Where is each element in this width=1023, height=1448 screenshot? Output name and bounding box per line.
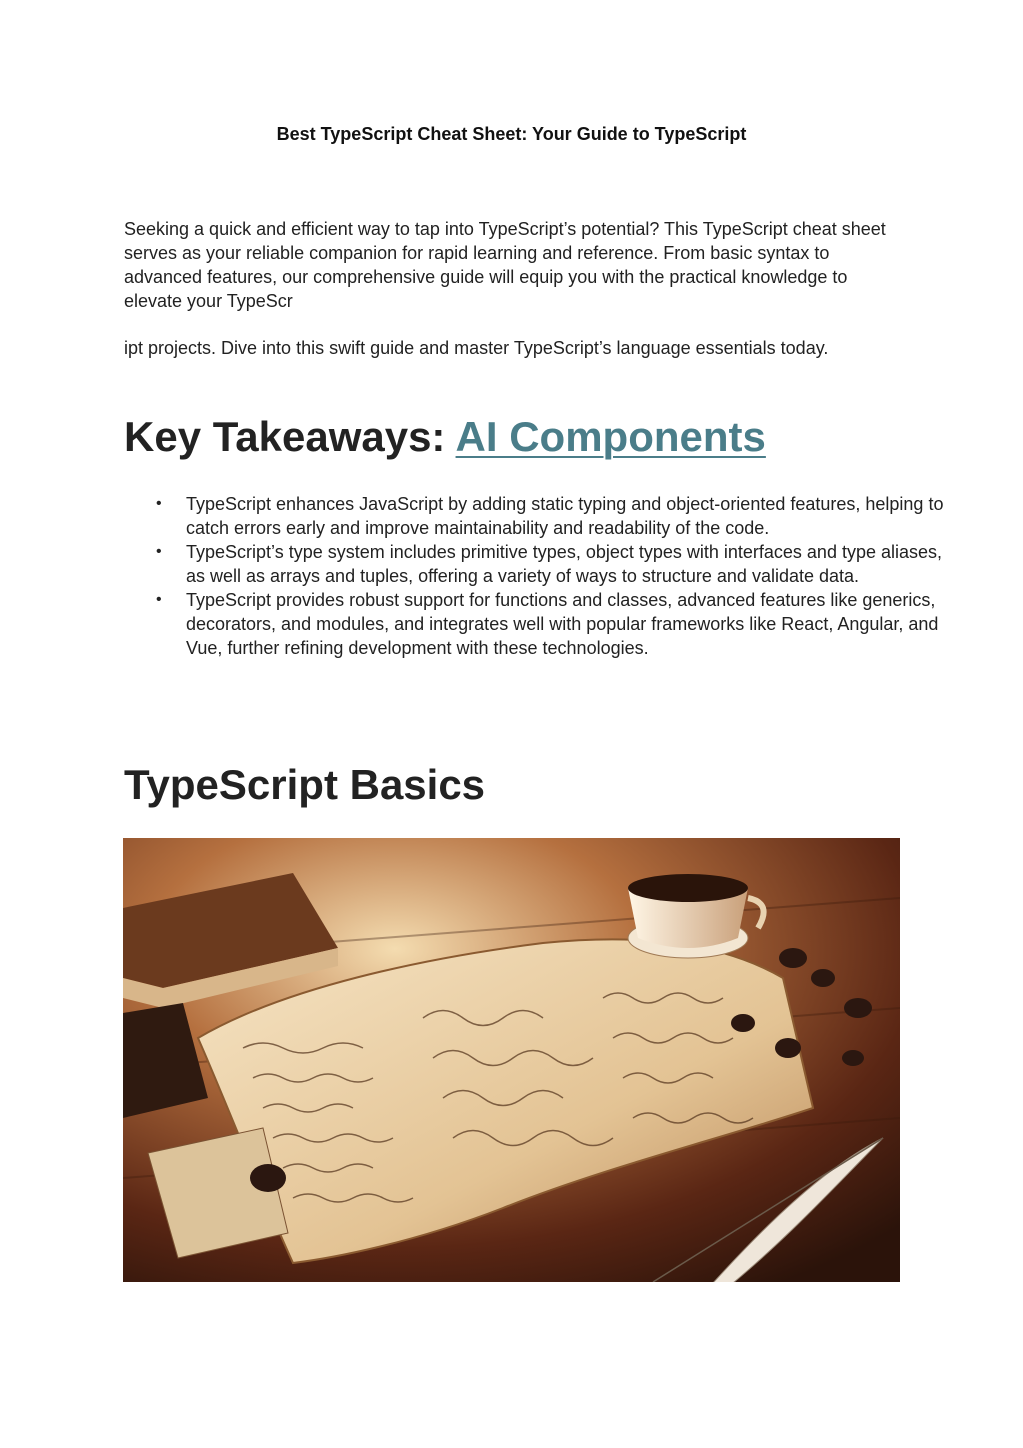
hero-image xyxy=(123,838,900,1282)
intro-paragraph-2: ipt projects. Dive into this swift guide and master TypeScript’s language essentials today. xyxy=(124,338,829,358)
key-takeaways-label: Key Takeaways: xyxy=(124,413,446,460)
ai-components-link[interactable]: AI Components xyxy=(455,413,766,460)
intro-paragraph-1: Seeking a quick and efficient way to tap into TypeScript’s potential? This TypeScript cheat sheet serves as your reliable companion for rapid learning and reference. From basic syntax to advanced features, our comprehensive guide will equip you with the practical knowledge to elevate your TypeScr xyxy=(124,219,886,311)
page-title: Best TypeScript Cheat Sheet: Your Guide to TypeScript xyxy=(276,124,747,144)
list-item: • TypeScript provides robust support for functions and classes, advanced features like generics, decorators, and modules, and integrates well with popular frameworks like React, Angular, and Vue, further refining development with these technologies. xyxy=(186,588,966,660)
typescript-basics-heading: TypeScript Basics xyxy=(124,761,486,808)
takeaways-list xyxy=(124,492,966,660)
list-item: • TypeScript enhances JavaScript by adding static typing and object-oriented features, helping to catch errors early and improve maintainability and readability of the code. xyxy=(186,492,966,540)
key-takeaways-heading xyxy=(124,413,766,461)
list-item: • TypeScript’s type system includes primitive types, object types with interfaces and type aliases, as well as arrays and tuples, offering a variety of ways to structure and validate data. xyxy=(186,540,966,588)
